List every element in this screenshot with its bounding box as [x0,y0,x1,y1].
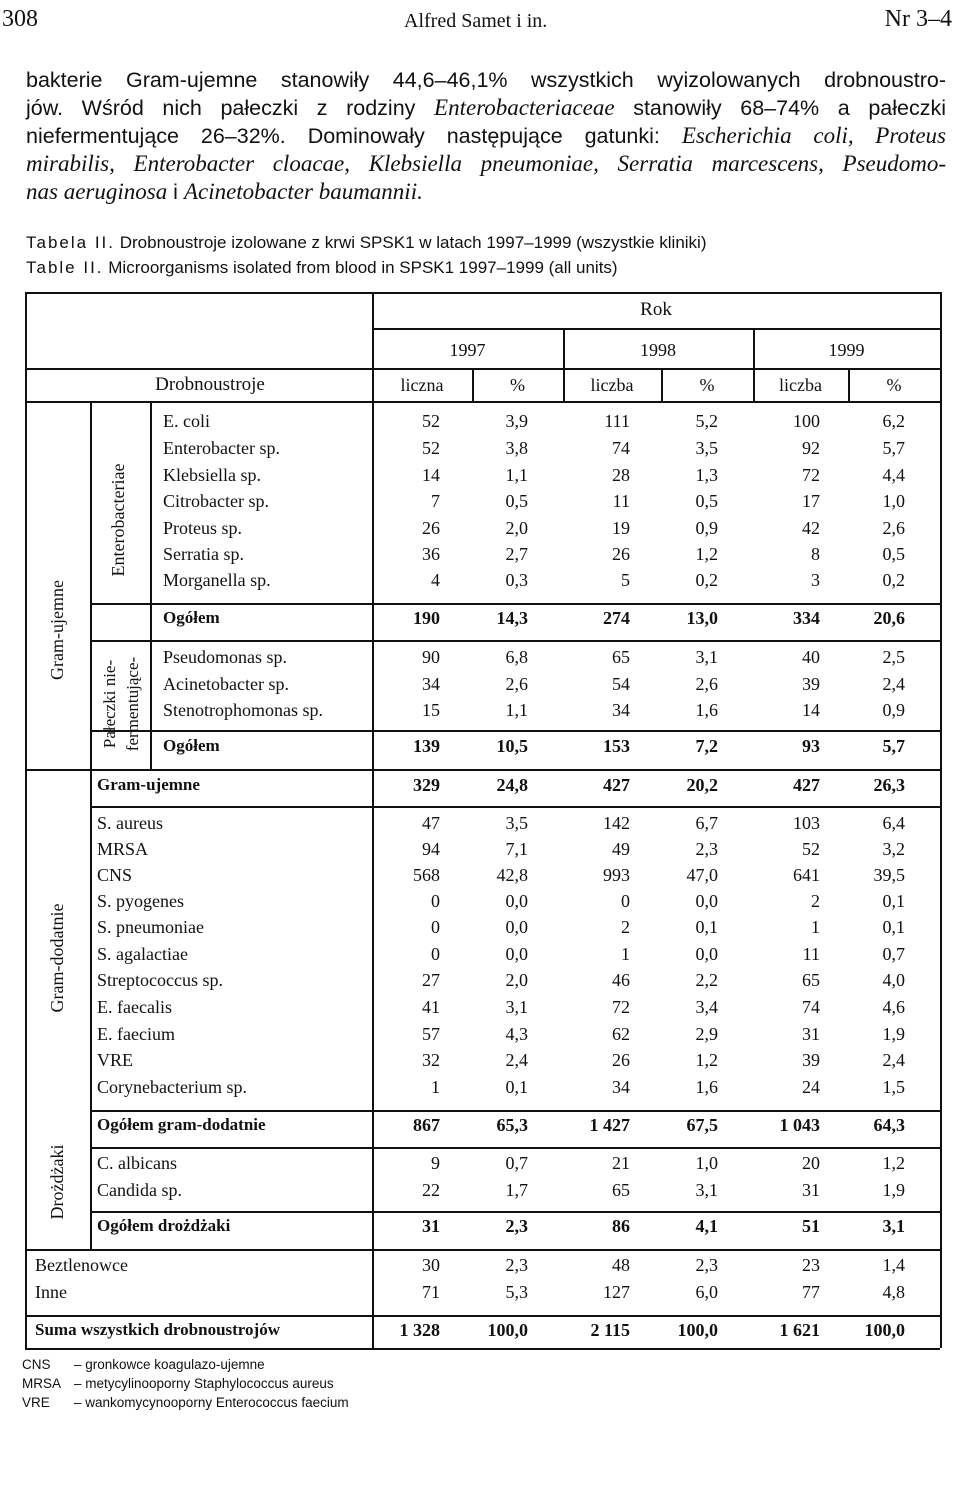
table-cell-value: 1,9 [882,1180,905,1200]
table-cell-value: 0,0 [695,944,718,964]
table-cell-value: 14 [422,465,440,485]
table-row-total-label: Ogółem drożdżaki [97,1216,231,1235]
table-cell-value: 65,3 [496,1115,528,1135]
table-cell-value: 17 [802,491,820,511]
table-cell-value: 0,9 [882,700,905,720]
table-row-total-label: Ogółem [163,736,220,755]
caption-label: Tabela II. [26,233,115,252]
table-cell-value: 100 [793,411,820,431]
table-cell-value: 0,2 [882,570,905,590]
table-cell-value: 0,1 [505,1077,528,1097]
header-column: % [510,375,525,395]
table-cell-value: 0,1 [882,891,905,911]
table-cell-value: 139 [413,736,440,756]
table-cell-value: 103 [793,813,820,833]
table-rule [90,1211,940,1213]
table-cell-value: 100,0 [487,1320,528,1340]
table-cell-value: 65 [802,970,820,990]
table-row-label: S. pyogenes [97,891,184,911]
table-cell-value: 1,0 [882,491,905,511]
table-cell-value: 7 [431,491,440,511]
footnote [22,1393,349,1412]
table-cell-value: 0 [431,891,440,911]
table-cell-value: 47,0 [686,865,718,885]
table-cell-value: 15 [422,700,440,720]
table-cell-value: 1,1 [505,700,528,720]
table-cell-value: 4,1 [695,1216,718,1236]
table-cell-value: 14,3 [496,608,528,628]
table-rule [25,769,940,771]
table-cell-value: 41 [422,997,440,1017]
table-rule [25,1249,940,1251]
table-cell-value: 27 [422,970,440,990]
table-cell-value: 1,2 [695,544,718,564]
paragraph-line [26,150,946,178]
table-cell-value: 1,7 [505,1180,528,1200]
table-cell-value: 39 [802,1050,820,1070]
table-cell-value: 3,1 [695,647,718,667]
table-cell-value: 1,6 [695,1077,718,1097]
table-cell-value: 24 [802,1077,820,1097]
table-rule [90,640,940,642]
table-cell-value: 49 [612,839,630,859]
table-cell-value: 2,0 [505,518,528,538]
table-rule [150,401,152,769]
running-authors: Alfred Samet i in. [404,10,548,32]
table-cell-value: 0,5 [505,491,528,511]
table-cell-value: 11 [802,944,820,964]
table-cell-value: 90 [422,647,440,667]
table-cell-value: 0,5 [882,544,905,564]
table-cell-value: 34 [612,1077,630,1097]
table-row-label: VRE [97,1050,133,1070]
table-cell-value: 24,8 [496,775,528,795]
table-row-label: S. aureus [97,813,163,833]
table-row-label: Candida sp. [97,1180,182,1200]
header-column: liczba [779,375,822,395]
table-cell-value: 36 [422,544,440,564]
table-cell-value: 2,3 [695,1255,718,1275]
table-cell-value: 1,6 [695,700,718,720]
caption-polish [26,230,946,255]
table-row-label: Beztlenowce [35,1255,128,1275]
table-cell-value: 52 [422,438,440,458]
table-cell-value: 74 [612,438,630,458]
caption-english [26,255,946,280]
table-row-label: Streptococcus sp. [97,970,223,990]
table-cell-value: 6,0 [695,1282,718,1302]
table-cell-value: 62 [612,1024,630,1044]
table-cell-value: 6,4 [882,813,905,833]
footnote [22,1355,349,1374]
table-cell-value: 26 [612,544,630,564]
table-cell-value: 3,1 [695,1180,718,1200]
table-cell-value: 3,5 [505,813,528,833]
footnote-abbr: VRE [22,1395,50,1410]
footnotes [22,1355,349,1412]
table-row-label: C. albicans [97,1153,177,1173]
footnote-desc: – metycylinooporny Staphylococcus aureus [74,1376,334,1391]
table-row-label: CNS [97,865,133,885]
table-rule [940,292,942,1348]
table-cell-value: 10,5 [496,736,528,756]
table-rule [25,368,940,370]
table-cell-value: 5,7 [882,438,905,458]
table-cell-value: 31 [422,1216,440,1236]
table-cell-value: 11 [612,491,630,511]
paragraph-italic: nas aeruginosa [26,179,168,204]
table-row-label: E. coli [163,411,210,431]
running-head [2,4,952,34]
table-cell-value: 111 [604,411,630,431]
table-row-label: Corynebacterium sp. [97,1077,247,1097]
table-cell-value: 867 [413,1115,440,1135]
body-paragraph [26,66,946,206]
table-rule [25,401,940,403]
table-cell-value: 3,1 [882,1216,905,1236]
table-cell-value: 48 [612,1255,630,1275]
table-cell-value: 57 [422,1024,440,1044]
table-cell-value: 13,0 [686,608,718,628]
table-cell-value: 77 [802,1282,820,1302]
table-cell-value: 641 [793,865,820,885]
table-cell-value: 93 [802,736,820,756]
table-cell-value: 1 043 [779,1115,820,1135]
caption-text: Drobnoustroje izolowane z krwi SPSK1 w latach 1997–1999 (wszystkie kliniki) [115,233,707,252]
table-cell-value: 2,2 [695,970,718,990]
table-cell-value: 74 [802,997,820,1017]
table-rule [90,603,940,605]
table-cell-value: 7,1 [505,839,528,859]
table-row-label: E. faecium [97,1024,175,1044]
table-cell-value: 1 [431,1077,440,1097]
table-cell-value: 2,4 [882,674,905,694]
paragraph-italic: Escherichia coli, Proteus [681,123,946,148]
table-cell-value: 39,5 [873,865,905,885]
table-row-total-label: Gram-ujemne [97,775,200,794]
footnote-abbr: MRSA [22,1376,62,1391]
header-rok: Rok [640,299,672,320]
header-year: 1997 [449,340,486,360]
table-row-label: Acinetobacter sp. [163,674,289,694]
table-cell-value: 1 [621,944,630,964]
table-cell-value: 86 [612,1216,630,1236]
table-cell-value: 0,0 [505,944,528,964]
table-cell-value: 3,9 [505,411,528,431]
table-cell-value: 5,2 [695,411,718,431]
table-cell-value: 1,0 [695,1153,718,1173]
table-cell-value: 993 [603,865,630,885]
table-row-total-label: Suma wszystkich drobnoustrojów [35,1320,280,1339]
table-cell-value: 0,1 [695,917,718,937]
table-cell-value: 190 [413,608,440,628]
table-cell-value: 0,1 [882,917,905,937]
table-cell-value: 127 [603,1282,630,1302]
table-cell-value: 100,0 [864,1320,905,1340]
table-cell-value: 2,4 [505,1050,528,1070]
table-rule [90,1110,940,1112]
table-row-label: Pseudomonas sp. [163,647,288,667]
footnote-desc: – wankomycynooporny Enterococcus faecium [74,1395,349,1410]
table-cell-value: 4,8 [882,1282,905,1302]
table-cell-value: 31 [802,1180,820,1200]
paragraph-text: niefermentujące 26–32%. Dominowały następujące gatunki: [26,124,682,148]
table-rule [90,401,92,1249]
caption-label: Table II. [26,258,104,277]
table-cell-value: 1 [811,917,820,937]
table-cell-value: 2,3 [505,1255,528,1275]
table-cell-value: 1 427 [589,1115,630,1135]
table-cell-value: 2,6 [505,674,528,694]
table-cell-value: 42,8 [496,865,528,885]
table-cell-value: 0,2 [695,570,718,590]
table-rule [90,806,940,808]
table-row-total-label: Ogółem gram-dodatnie [97,1115,266,1134]
group-label-paleczki-2: fermentujące- [123,656,142,752]
table-row-label: Stenotrophomonas sp. [163,700,323,720]
table-cell-value: 2 115 [590,1320,630,1340]
table-cell-value: 0,7 [505,1153,528,1173]
table-cell-value: 1,1 [505,465,528,485]
paragraph-text: i [167,180,184,204]
header-drobnoustroje: Drobnoustroje [155,374,265,395]
header-column: % [886,375,902,395]
table-cell-value: 329 [413,775,440,795]
footnote [22,1374,349,1393]
table-cell-value: 1 621 [779,1320,820,1340]
table-cell-value: 34 [612,700,630,720]
table-cell-value: 40 [802,647,820,667]
table-rule [372,328,940,330]
caption-text: Microorganisms isolated from blood in SPSK1 1997–1999 (all units) [103,258,618,277]
table-cell-value: 334 [793,608,820,628]
table-cell-value: 20,2 [686,775,718,795]
table-cell-value: 22 [422,1180,440,1200]
paragraph-line [26,122,946,150]
group-label-drozdzaki: Drożdżaki [47,1144,67,1220]
table-cell-value: 1,5 [882,1077,905,1097]
table-cell-value: 3,2 [882,839,905,859]
header-column: liczba [590,375,634,395]
table-row-label: Enterobacter sp. [163,438,280,458]
header-year: 1998 [640,340,676,360]
table-cell-value: 67,5 [686,1115,718,1135]
group-label-enterobacteriae: Enterobacteriae [108,463,128,577]
table-cell-value: 4,3 [505,1024,528,1044]
table-row-label: Proteus sp. [163,518,243,538]
table-cell-value: 34 [422,674,440,694]
paragraph-text: stanowiły 68–74% a pałeczki [614,96,947,120]
table-cell-value: 142 [603,813,630,833]
table-cell-value: 14 [802,700,820,720]
page-number: 308 [2,6,38,32]
table-row-label: Citrobacter sp. [163,491,269,511]
table-cell-value: 1,2 [695,1050,718,1070]
table-cell-value: 100,0 [677,1320,718,1340]
header-column: liczna [400,375,444,395]
table-cell-value: 153 [603,736,630,756]
table-cell-value: 52 [422,411,440,431]
table-row-label: S. pneumoniae [97,917,204,937]
paragraph-italic: Acinetobacter baumannii. [183,179,423,204]
table-cell-value: 1,9 [882,1024,905,1044]
table-cell-value: 1,3 [695,465,718,485]
table-cell-value: 52 [802,839,820,859]
table-cell-value: 2,4 [882,1050,905,1070]
group-label-gram-ujemne: Gram-ujemne [47,580,67,680]
table-cell-value: 9 [431,1153,440,1173]
table-cell-value: 47 [422,813,440,833]
table-cell-value: 8 [811,544,820,564]
table-cell-value: 65 [612,1180,630,1200]
table-cell-value: 26 [422,518,440,538]
table-cell-value: 0,0 [695,891,718,911]
table-row-label: E. faecalis [97,997,172,1017]
table-cell-value: 5,3 [505,1282,528,1302]
table-cell-value: 3,4 [695,997,718,1017]
table-cell-value: 39 [802,674,820,694]
table-cell-value: 2,3 [695,839,718,859]
table-cell-value: 4,6 [882,997,905,1017]
table-row-label: Inne [35,1282,67,1302]
table-row-total-label: Ogółem [163,608,220,627]
table-cell-value: 0,7 [882,944,905,964]
table-cell-value: 3,1 [505,997,528,1017]
table-captions [26,230,946,280]
table-cell-value: 2,6 [695,674,718,694]
table-cell-value: 427 [603,775,630,795]
group-label-gram-dodatnie: Gram-dodatnie [47,903,67,1013]
table-rule [25,1315,940,1317]
table-rule [90,730,940,732]
table-cell-value: 0,9 [695,518,718,538]
table-cell-value: 2 [621,917,630,937]
table-cell-value: 0,0 [505,917,528,937]
header-year: 1999 [828,340,865,360]
table-cell-value: 2,6 [882,518,905,538]
table-cell-value: 1 328 [399,1320,440,1340]
table-cell-value: 4,4 [882,465,905,485]
table-row-label: Morganella sp. [163,570,271,590]
table-cell-value: 64,3 [873,1115,905,1135]
table-cell-value: 274 [603,608,630,628]
table-cell-value: 2,7 [505,544,528,564]
table-cell-value: 20 [802,1153,820,1173]
table-cell-value: 7,2 [695,736,718,756]
table-cell-value: 23 [802,1255,820,1275]
table-cell-value: 3 [811,570,820,590]
table-cell-value: 2,3 [505,1216,528,1236]
table-row-label: Serratia sp. [163,544,244,564]
table-cell-value: 20,6 [873,608,905,628]
paragraph-text: jów. Wśród nich pałeczki z rodziny [26,96,435,120]
table-cell-value: 6,8 [505,647,528,667]
table-cell-value: 21 [612,1153,630,1173]
table-row-label: Klebsiella sp. [163,465,261,485]
table-rule [25,1348,940,1350]
table-rule [25,292,27,1348]
table-cell-value: 42 [802,518,820,538]
table-cell-value: 0,5 [695,491,718,511]
paragraph-italic: Enterobacteriaceae [434,95,615,120]
table-cell-value: 0 [431,917,440,937]
table-cell-value: 3,5 [695,438,718,458]
table-cell-value: 568 [413,865,440,885]
table-cell-value: 427 [793,775,820,795]
table-cell-value: 2,0 [505,970,528,990]
table-cell-value: 54 [612,674,630,694]
table-cell-value: 26,3 [873,775,905,795]
table-cell-value: 0 [431,944,440,964]
table-cell-value: 30 [422,1255,440,1275]
table-cell-value: 72 [612,997,630,1017]
table-cell-value: 6,7 [695,813,718,833]
table-row-label: MRSA [97,839,149,859]
table-cell-value: 0,3 [505,570,528,590]
table-cell-value: 6,2 [882,411,905,431]
header-column: % [699,375,715,395]
table-cell-value: 5,7 [882,736,905,756]
table-cell-value: 2 [811,891,820,911]
table-cell-value: 51 [802,1216,820,1236]
table-cell-value: 28 [612,465,630,485]
footnote-desc: – gronkowce koagulazo-ujemne [74,1357,265,1372]
issue-number: Nr 3–4 [884,6,952,32]
table-cell-value: 65 [612,647,630,667]
table-cell-value: 1,4 [882,1255,905,1275]
table-cell-value: 2,9 [695,1024,718,1044]
table-cell-value: 19 [612,518,630,538]
table-cell-value: 3,8 [505,438,528,458]
paragraph-italic: mirabilis, Enterobacter cloacae, Klebsiella pneumoniae, Serratia marcescens, Pseudomo- [26,151,946,176]
table-cell-value: 32 [422,1050,440,1070]
group-label-paleczki-1: Pałeczki nie- [100,659,119,749]
table-cell-value: 46 [612,970,630,990]
table-cell-value: 1,2 [882,1153,905,1173]
table-cell-value: 71 [422,1282,440,1302]
table-cell-value: 2,5 [882,647,905,667]
table-cell-value: 94 [422,839,440,859]
paragraph-line: bakterie Gram-ujemne stanowiły 44,6–46,1% wszystkich wyizolowanych drobnoustro- [26,68,946,92]
table-cell-value: 4 [431,570,440,590]
table-rule [25,292,940,294]
table-cell-value: 0 [621,891,630,911]
table-row-label: S. agalactiae [97,944,188,964]
table-cell-value: 72 [802,465,820,485]
table-cell-value: 4,0 [882,970,905,990]
table-rule [90,1147,940,1149]
paragraph-line [26,94,946,122]
paragraph-line [26,178,946,206]
footnote-abbr: CNS [22,1357,51,1372]
table-cell-value: 26 [612,1050,630,1070]
table-cell-value: 0,0 [505,891,528,911]
table-cell-value: 5 [621,570,630,590]
table-cell-value: 31 [802,1024,820,1044]
table-cell-value: 92 [802,438,820,458]
